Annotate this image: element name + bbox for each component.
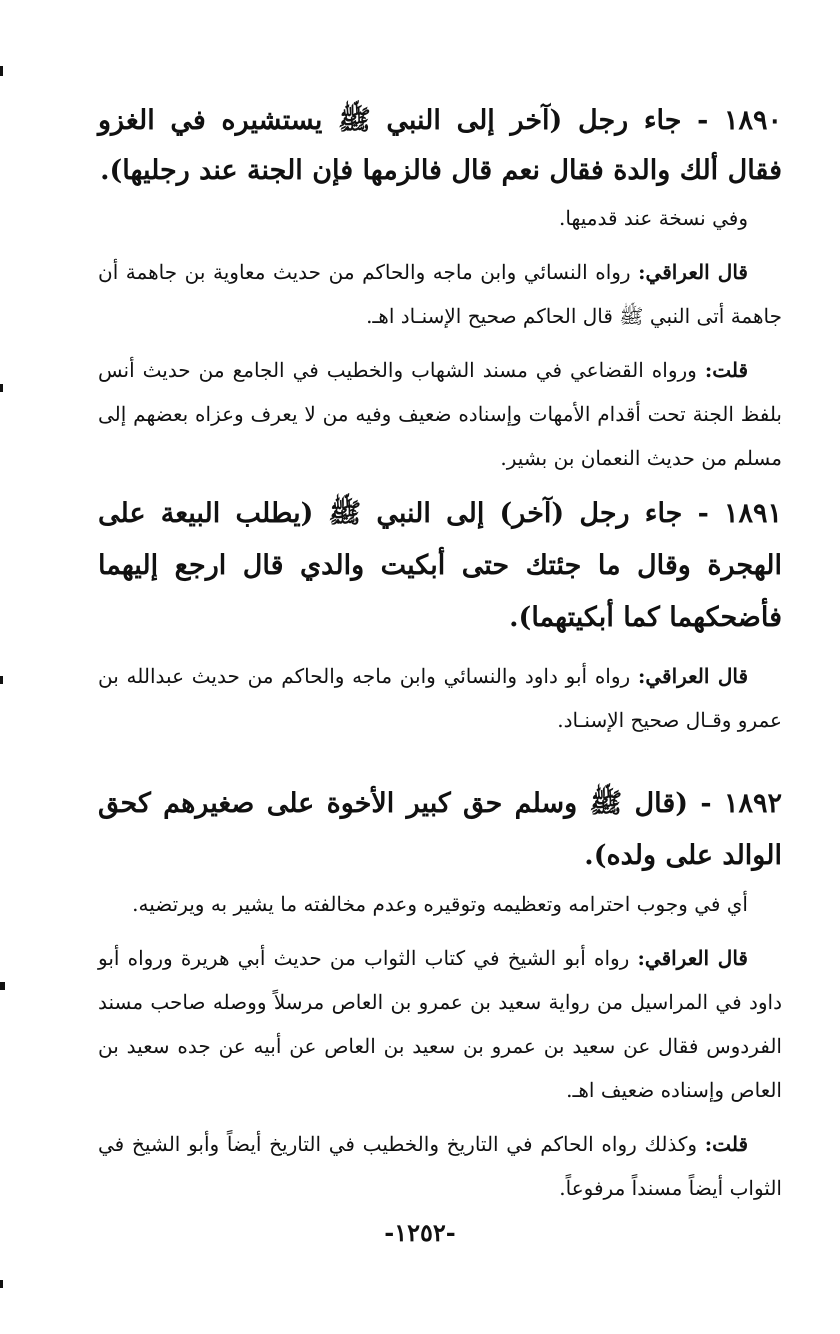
commentary-paragraph: [98, 348, 782, 480]
entry-1891: [98, 488, 782, 742]
margin-mark: [0, 384, 3, 392]
hadith-number: ١٨٩١ -: [697, 498, 782, 529]
hadith-body: جاء رجل (آخر إلى النبي ﷺ يستشيره في الغزو فقال ألك والدة فقال نعم قال فالزمها فإن الجنة عند رجليها).: [98, 105, 782, 186]
commentary-text: رواه النسائي وابن ماجه والحاكم من حديث معاوية بن جاهمة أن جاهمة أتى النبي ﷺ قال الحاكم صحيح الإسنـاد اهـ.: [98, 260, 782, 328]
hadith-text: [98, 96, 782, 196]
hadith-number: ١٨٩٠ -: [697, 105, 783, 136]
margin-mark: [0, 1280, 3, 1288]
hadith-text: [98, 778, 782, 882]
commentary-paragraph: [98, 936, 782, 1112]
commentary-lead: قال العراقي:: [638, 260, 748, 284]
commentary-paragraph: [98, 1122, 782, 1210]
commentary-paragraph: [98, 654, 782, 742]
commentary-text: رواه أبو داود والنسائي وابن ماجه والحاكم من حديث عبدالله بن عمرو وقـال صحيح الإسنـاد.: [98, 664, 782, 732]
hadith-text: [98, 488, 782, 644]
commentary-lead: قلت:: [704, 1132, 748, 1156]
explanation-note: أي في وجوب احترامه وتعظيمه وتوقيره وعدم مخالفته ما يشير به ويرتضيه.: [132, 892, 748, 916]
commentary-paragraph: [98, 250, 782, 338]
entry-1890: [98, 96, 782, 480]
commentary-text: ورواه القضاعي في مسند الشهاب والخطيب في الجامع من حديث أنس بلفظ الجنة تحت أقدام الأمهات وإسناده ضعيف وفيه من لا يعرف وعزاه بعضهم إلى مسلم من حديث النعمان بن بشير.: [98, 358, 782, 470]
page-content: [98, 96, 782, 1210]
hadith-number: ١٨٩٢ -: [700, 788, 782, 819]
margin-mark: [0, 982, 5, 990]
hadith-body: (قال ﷺ وسلم حق كبير الأخوة على صغيرهم كحق الوالد على ولده).: [98, 788, 782, 871]
margin-mark: [0, 66, 3, 76]
margin-mark: [0, 676, 3, 684]
page-number: -١٢٥٢-: [384, 1218, 456, 1247]
commentary-text: وكذلك رواه الحاكم في التاريخ والخطيب في التاريخ أيضاً وأبو الشيخ في الثواب أيضاً مسنداً مرفوعاً.: [98, 1132, 782, 1200]
commentary-lead: قال العراقي:: [637, 664, 749, 688]
variant-note: وفي نسخة عند قدميها.: [559, 206, 748, 230]
hadith-body: جاء رجل (آخر) إلى النبي ﷺ (يطلب البيعة على الهجرة وقال ما جئتك حتى أبكيت والدي قال ارجع إليهما فأضحكهما كما أبكيتهما).: [98, 498, 782, 633]
commentary-text: رواه أبو الشيخ في كتاب الثواب من حديث أبي هريرة ورواه أبو داود في المراسيل من رواية سعيد بن عمرو بن العاص مرسلاً ووصله صاحب مسند الفردوس فقال عن سعيد بن عمرو بن سعيد بن العاص عن أبيه عن جده سعيد بن العاص وإسناده ضعيف اهـ.: [98, 946, 782, 1102]
commentary-lead: قال العراقي:: [637, 946, 748, 970]
commentary-lead: قلت:: [704, 358, 749, 382]
entry-1892: [98, 778, 782, 1210]
section-gap: [98, 742, 782, 778]
